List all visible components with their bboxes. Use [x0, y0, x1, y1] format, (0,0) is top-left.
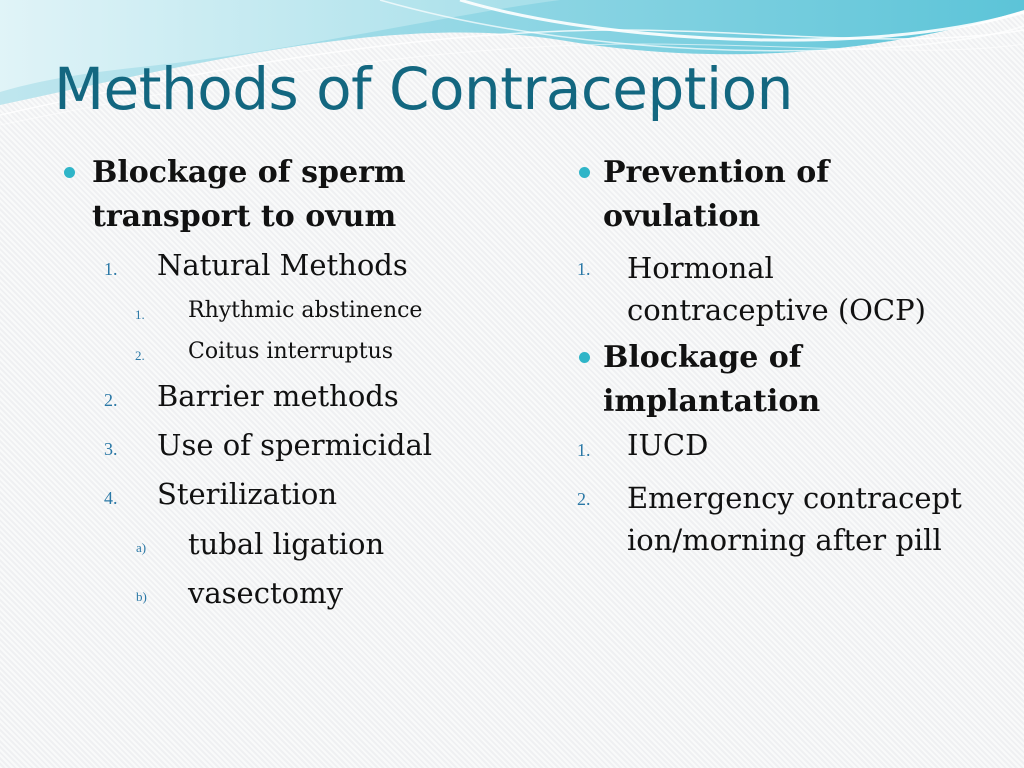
list-item: Sterilization	[157, 477, 338, 511]
list-item: Emergency contraception/morning after pill	[627, 481, 962, 557]
list-marker: a)	[136, 540, 147, 555]
list-marker: 2.	[104, 390, 118, 410]
list-item: Barrier methods	[157, 379, 399, 413]
list-marker: 1.	[135, 307, 145, 322]
list-marker: 3.	[104, 439, 118, 459]
slide-title: Methods of Contraception	[54, 55, 793, 123]
bullet-icon	[64, 167, 75, 178]
list-marker: b)	[136, 589, 147, 604]
list-marker: 2.	[577, 489, 591, 509]
list-marker: 4.	[104, 488, 118, 508]
list-item: IUCD	[627, 428, 709, 462]
bullet-icon	[579, 352, 590, 363]
list-marker: 1.	[104, 259, 118, 279]
left-heading: Blockage of sperm transport to ovum	[92, 155, 406, 234]
list-item: Use of spermicidal	[157, 428, 433, 462]
right-heading: Blockage of implantation	[603, 340, 821, 419]
list-item: Rhythmic abstinence	[188, 298, 423, 323]
list-marker: 1.	[577, 440, 591, 460]
right-heading: Prevention of ovulation	[603, 155, 830, 234]
list-item: tubal ligation	[188, 527, 385, 561]
list-item: Hormonal contraceptive (OCP)	[627, 251, 926, 327]
list-item: vasectomy	[188, 576, 343, 610]
list-marker: 1.	[577, 259, 591, 279]
list-item: Natural Methods	[157, 248, 408, 282]
list-item: Coitus interruptus	[188, 339, 394, 364]
list-marker: 2.	[135, 348, 145, 363]
bullet-icon	[579, 167, 590, 178]
